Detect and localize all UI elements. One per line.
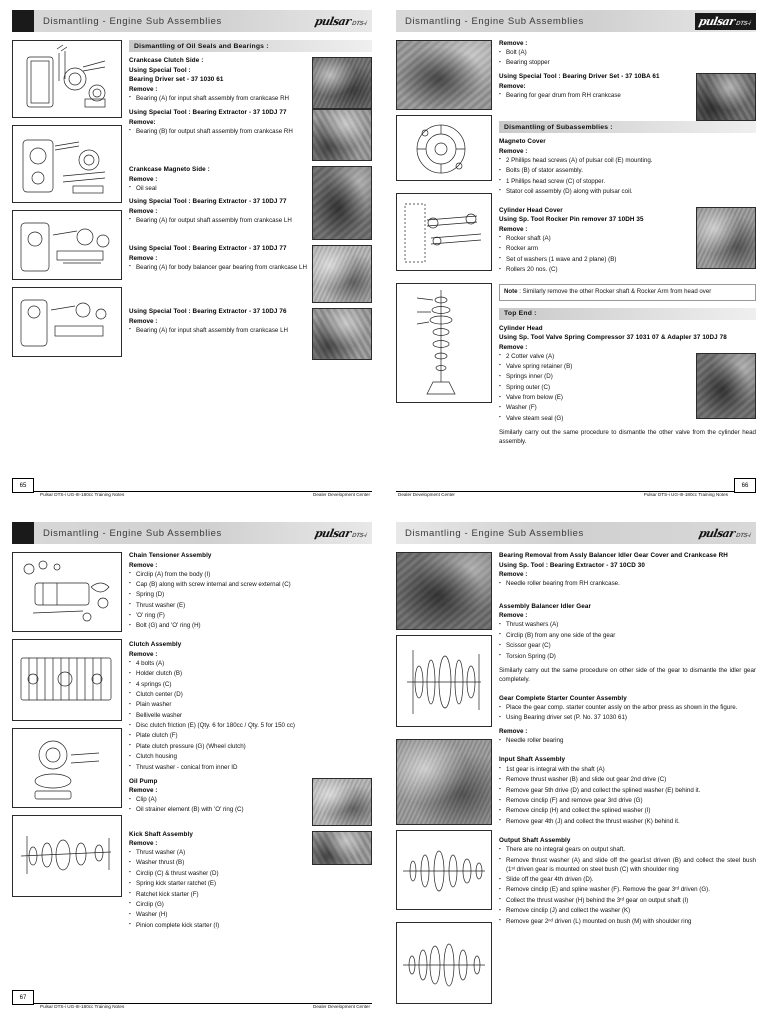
list-item: ▪ Bearing (A) for input shaft assembly from crankcase LH xyxy=(129,327,307,336)
step-tool: Using Special Tool : xyxy=(129,66,191,74)
list-item: ▪ Circlip (B) from any one side of the gear xyxy=(499,632,756,641)
remove-list xyxy=(129,185,307,194)
header-title: Dismantling - Engine Sub Assemblies xyxy=(43,527,222,539)
text-column xyxy=(129,40,372,364)
remove-label: Remove : xyxy=(129,207,158,215)
head-cover-tool: Using Sp. Tool Rocker Pin remover 37 10DH 35 xyxy=(499,216,644,224)
remove-label: Remove : xyxy=(129,175,158,183)
list-item: ▪ Clip (A) xyxy=(129,796,307,805)
top-end-paragraph: Similarly carry out the same procedure to dismantle the other valve from the cylinder head assembly. xyxy=(499,428,756,445)
remove-list xyxy=(129,327,307,336)
starter-counter-title: Gear Complete Starter Counter Assembly xyxy=(499,694,627,702)
footer-right-text: Pulsar DTS-i UG-III-180cc Training Notes xyxy=(643,492,728,497)
step-photo xyxy=(696,73,756,121)
list-item: ▪ Plate clutch (F) xyxy=(129,732,372,741)
diagram-column xyxy=(396,552,492,1011)
step-tool: Using Special Tool : Bearing Driver Set - 37 10BA 61 xyxy=(499,73,660,81)
list-item: ▪ Bearing (B) for output shaft assembly from crankcase RH xyxy=(129,128,307,137)
list-item: ▪ Using Bearing driver set (P. No. 37 1030 61) xyxy=(499,714,756,723)
step-title: Crankcase Magneto Side : xyxy=(129,166,210,173)
remove-label: Remove : xyxy=(499,343,528,351)
magneto-title: Magneto Cover xyxy=(499,138,546,146)
section-bar: Dismantling of Subassemblies : xyxy=(499,121,756,133)
remove-label: Remove : xyxy=(129,650,158,658)
list-item: ▪ Bearing (A) for input shaft assembly from crankcase RH xyxy=(129,95,307,104)
list-item: ▪ Bolt (A) xyxy=(499,49,756,58)
list-item: ▪ Spring (D) xyxy=(129,591,372,600)
text-column xyxy=(499,40,756,452)
list-item: ▪ Remove thrust washer (B) and slide out gear 2nd drive (C) xyxy=(499,776,756,785)
note-text: : Similarly remove the other Rocker shaft & Rocker Arm from head over xyxy=(519,288,712,296)
list-item: ▪ Bolts (B) of stator assembly. xyxy=(499,167,756,176)
oil-pump-photo xyxy=(312,778,372,826)
kick-shaft-diagram xyxy=(12,815,122,897)
list-item: ▪ Circlip (C) & thrust washer (D) xyxy=(129,870,307,879)
list-item: ▪ There are no integral gears on output shaft. xyxy=(499,846,756,855)
list-item: ▪ Rollers 20 nos. (C) xyxy=(499,266,691,275)
list-item: ▪ 2 Phillips head screws (A) of pulsar coil (E) mounting. xyxy=(499,157,756,166)
head-cover-block xyxy=(499,207,756,280)
chain-tensioner-list xyxy=(129,571,372,632)
page-67 xyxy=(0,512,384,1024)
list-item: ▪ Scissor gear (C) xyxy=(499,642,756,651)
remove-list xyxy=(129,264,307,273)
list-item: ▪ Remove cinclip (F) and remove gear 3rd drive (G) xyxy=(499,797,756,806)
page-number: 65 xyxy=(12,478,34,493)
pulsar-logo xyxy=(699,527,756,540)
clutch-list xyxy=(129,660,372,773)
list-item: ▪ Rocker shaft (A) xyxy=(499,235,691,244)
crankcase-diagram-4 xyxy=(12,287,122,357)
magneto-remove-list xyxy=(499,157,756,197)
page-header xyxy=(12,10,372,32)
magneto-cover-diagram xyxy=(396,115,492,181)
list-item: ▪ Thrust washer - conical from inner ID xyxy=(129,764,372,773)
kick-shaft-block xyxy=(129,831,372,936)
remove-label: Remove : xyxy=(499,147,528,155)
clutch-title: Clutch Assembly xyxy=(129,641,182,649)
remove-list xyxy=(129,95,307,104)
list-item: ▪ Thrust washers (A) xyxy=(499,621,756,630)
list-item: ▪ Clutch housing xyxy=(129,753,372,762)
step-block-3 xyxy=(129,166,372,240)
step-photo xyxy=(312,166,372,240)
list-item: ▪ Remove gear 2ⁿᵈ driven (L) mounted on bush (M) with shoulder ring xyxy=(499,918,756,927)
page-footer xyxy=(12,482,372,498)
list-item: ▪ Slide off the gear 4th driven (D). xyxy=(499,876,756,885)
bearing-removal-list xyxy=(499,580,756,589)
oil-pump-diagram xyxy=(12,728,122,808)
page-header xyxy=(396,10,756,32)
list-item: ▪ Valve from below (E) xyxy=(499,394,691,403)
list-item: ▪ Cap (B) along with screw internal and screw external (C) xyxy=(129,581,372,590)
logo-subtext: DTS-i xyxy=(735,532,751,539)
page-body xyxy=(396,40,756,452)
list-item: ▪ Bolt (G) and 'O' ring (H) xyxy=(129,622,372,631)
logo-wordmark: pulsar xyxy=(698,14,737,28)
remove-label: Remove: xyxy=(499,82,526,90)
list-item: ▪ 'O' ring (F) xyxy=(129,612,372,621)
step-tool: Using Special Tool : Bearing Extractor - 37 10DJ 77 xyxy=(129,245,287,252)
section-bar: Dismantling of Oil Seals and Bearings : xyxy=(129,40,372,52)
page-header xyxy=(12,522,372,544)
valve-photo xyxy=(696,353,756,419)
footer-left-text: Pulsar DTS-i UG-III-180cc Training Notes xyxy=(40,492,125,497)
list-item: ▪ Plate clutch pressure (G) (Wheel clutch) xyxy=(129,743,372,752)
kick-shaft-list xyxy=(129,849,307,931)
list-item: ▪ Remove gear 4th (J) and collect the thrust washer (K) behind it. xyxy=(499,818,756,827)
clutch-assembly-diagram xyxy=(12,639,122,721)
remove-label: Remove : xyxy=(499,612,528,620)
list-item: ▪ Disc clutch friction (E) (Qty. 6 for 180cc / Qty. 5 for 150 cc) xyxy=(129,722,372,731)
list-item: ▪ Remove gear 5th drive (D) and collect the splined washer (E) behind it. xyxy=(499,787,756,796)
pulsar-logo xyxy=(315,527,372,540)
footer-right-text: Dealer Development Center xyxy=(313,1004,370,1009)
remove-list xyxy=(129,217,307,226)
remove-label: Remove : xyxy=(129,254,158,262)
remove-label: Remove : xyxy=(499,225,528,233)
logo-subtext: DTS-i xyxy=(735,20,751,27)
text-column xyxy=(499,552,756,1011)
output-shaft-title: Output Shaft Assembly xyxy=(499,836,571,844)
step-block-2 xyxy=(129,109,372,161)
step-photo xyxy=(312,57,372,109)
crankcase-photo xyxy=(396,40,492,110)
list-item: ▪ Holder clutch (B) xyxy=(129,670,372,679)
remove-list xyxy=(129,128,307,137)
oil-pump-list xyxy=(129,796,307,815)
remove-label: Remove: xyxy=(129,118,156,126)
crankcase-diagram-3 xyxy=(12,210,122,280)
logo-wordmark: pulsar xyxy=(314,14,353,28)
step-photo xyxy=(312,245,372,303)
remove-label: Remove : xyxy=(499,40,528,47)
list-item: ▪ Remove cinclip (H) and collect the splined washer (I) xyxy=(499,807,756,816)
list-item: ▪ Washer thrust (B) xyxy=(129,859,307,868)
page-number: 67 xyxy=(12,990,34,1005)
crankcase-diagram-2 xyxy=(12,125,122,203)
list-item: ▪ Clutch center (D) xyxy=(129,691,372,700)
input-shaft-diagram xyxy=(396,830,492,910)
step-block-1 xyxy=(129,57,372,109)
remove-label: Remove : xyxy=(499,571,528,578)
starter-counter-list xyxy=(499,704,756,723)
head-cover-title: Cylinder Head Cover xyxy=(499,206,563,214)
page-65 xyxy=(0,0,384,512)
oil-pump-block xyxy=(129,778,372,826)
logo-subtext: DTS-i xyxy=(351,532,367,539)
list-item: ▪ Washer (H) xyxy=(129,911,307,920)
balancer-idler-title: Assembly Balancer Idler Gear xyxy=(499,602,592,610)
header-title: Dismantling - Engine Sub Assemblies xyxy=(405,15,584,27)
remove-label: Remove : xyxy=(129,85,158,93)
list-item: ▪ Remove cinclip (J) and collect the washer (K) xyxy=(499,907,756,916)
list-item: ▪ Bearing stopper xyxy=(499,59,756,68)
output-shaft-list xyxy=(499,846,756,926)
oil-pump-title: Oil Pump xyxy=(129,777,158,785)
list-item: ▪ Plain washer xyxy=(129,701,372,710)
remove-label: Remove : xyxy=(129,561,158,569)
list-item: ▪ Place the gear comp. starter counter assly on the arbor press as shown in the figure. xyxy=(499,704,756,713)
rocker-photo xyxy=(696,207,756,269)
step-photo xyxy=(312,109,372,161)
logo-wordmark: pulsar xyxy=(314,526,353,540)
chain-tensioner-diagram xyxy=(12,552,122,632)
list-item: ▪ Needle roller bearing from RH crankcase. xyxy=(499,580,756,589)
remove-list xyxy=(499,92,691,101)
top-end-title: Cylinder Head xyxy=(499,324,543,332)
list-item: ▪ Thrust washer (E) xyxy=(129,602,372,611)
list-item: ▪ Oil strainer element (B) with 'O' ring (C) xyxy=(129,806,307,815)
list-item: ▪ Valve steam seal (G) xyxy=(499,415,691,424)
step-tool-number: Bearing Driver set - 37 1030 61 xyxy=(129,76,224,83)
output-shaft-diagram xyxy=(396,922,492,1004)
list-item: ▪ Circlip (A) from the body (I) xyxy=(129,571,372,580)
starter-counter-remove-list xyxy=(499,737,756,746)
header-block-icon xyxy=(12,522,34,544)
footer-left-text: Pulsar DTS-i UG-III-180cc Training Notes xyxy=(40,1004,125,1009)
list-item: ▪ 2 Cotter valve (A) xyxy=(499,353,691,362)
footer-left-text: Dealer Development Center xyxy=(398,492,455,497)
balancer-idler-gear-diagram xyxy=(396,635,492,727)
list-item: ▪ Rocker arm xyxy=(499,245,691,254)
top-end-tool: Using Sp. Tool Valve Spring Compressor 37 1031 07 & Adapler 37 10DJ 78 xyxy=(499,334,727,342)
pulsar-logo xyxy=(315,15,372,28)
list-item: ▪ Bellivelle washer xyxy=(129,712,372,721)
list-item: ▪ Pinion complete kick starter (I) xyxy=(129,922,307,931)
remove-list xyxy=(499,49,756,68)
remove-label: Remove : xyxy=(129,317,158,325)
list-item: ▪ Bearing (A) for body balancer gear bearing from crankcase LH xyxy=(129,264,307,273)
remove-label: Remove : xyxy=(499,728,528,736)
list-item: ▪ 1 Phillips head screw (C) of stopper. xyxy=(499,178,756,187)
crankcase-diagram-1 xyxy=(12,40,122,118)
list-item: ▪ Remove cinclip (E) and spline washer (F). Remove the gear 3ʳᵈ driven (G). xyxy=(499,886,756,895)
list-item: ▪ 4 bolts (A) xyxy=(129,660,372,669)
remove-list xyxy=(499,353,691,424)
remove-label: Remove : xyxy=(129,787,158,795)
page-body xyxy=(396,552,756,1011)
input-shaft-list xyxy=(499,766,756,827)
note-label: Note xyxy=(504,288,518,296)
step-title: Crankcase Clutch Side : xyxy=(129,57,204,64)
remove-list xyxy=(499,235,691,275)
list-item: ▪ Oil seal xyxy=(129,185,307,194)
list-item: ▪ Set of washers (1 wave and 2 plane) (B) xyxy=(499,256,691,265)
note-box xyxy=(499,284,756,301)
list-item: ▪ 1st gear is integral with the shaft (A) xyxy=(499,766,756,775)
list-item: ▪ Thrust washer (A) xyxy=(129,849,307,858)
step-block-4 xyxy=(129,245,372,303)
step-tool: Using Special Tool : Bearing Extractor - 37 10DJ 76 xyxy=(129,308,287,315)
step-block-5 xyxy=(129,308,372,360)
balancer-idler-paragraph: Similarly carry out the same procedure on other side of the gear to dismantle the idler gear completely. xyxy=(499,666,756,683)
pulsar-logo xyxy=(695,13,756,30)
rocker-assembly-diagram xyxy=(396,193,492,271)
diagram-column xyxy=(12,40,122,364)
top-end-block xyxy=(499,353,756,429)
list-item: ▪ Bearing (A) for output shaft assembly from crankcase LH xyxy=(129,217,307,226)
page-68 xyxy=(384,512,768,1024)
bearing-removal-title: Bearing Removal from Assly Balancer Idler Gear Cover and Crankcase RH xyxy=(499,552,728,559)
chain-tensioner-title: Chain Tensioner Assembly xyxy=(129,552,212,559)
kick-shaft-title: Kick Shaft Assembly xyxy=(129,830,193,838)
header-title: Dismantling - Engine Sub Assemblies xyxy=(405,527,584,539)
bearing-driver-block xyxy=(499,73,756,121)
text-column xyxy=(129,552,372,936)
page-footer xyxy=(12,994,372,1010)
page-header xyxy=(396,522,756,544)
header-block-icon xyxy=(12,10,34,32)
valve-assembly-diagram xyxy=(396,283,492,403)
step-tool: Using Special Tool : Bearing Extractor - 37 10DJ 77 xyxy=(129,198,287,206)
list-item: ▪ Springs inner (D) xyxy=(499,373,691,382)
logo-subtext: DTS-i xyxy=(351,20,367,27)
list-item: ▪ Bearing for gear drum from RH crankcase xyxy=(499,92,691,101)
top-end-bar: Top End : xyxy=(499,308,756,320)
footer-right-text: Dealer Development Center xyxy=(313,492,370,497)
page-number: 66 xyxy=(734,478,756,493)
diagram-column xyxy=(12,552,122,936)
kick-shaft-photo xyxy=(312,831,372,865)
list-item: ▪ Washer (F) xyxy=(499,404,691,413)
crankcase-bearing-photo xyxy=(396,552,492,630)
list-item: ▪ Spring kick starter ratchet (E) xyxy=(129,880,307,889)
step-tool: Using Special Tool : Bearing Extractor - 37 10DJ 77 xyxy=(129,109,287,116)
header-title: Dismantling - Engine Sub Assemblies xyxy=(43,15,222,27)
bearing-removal-tool: Using Sp. Tool : Bearing Extractor - 37 10CD 30 xyxy=(499,561,645,569)
list-item: ▪ Remove thrust washer (A) and slide off the gear1st driven (B) and collect the steel bush (1ˢᵗ driven gear is mounted on steel bush (C) with shoulder ring xyxy=(499,857,756,875)
list-item: ▪ 4 springs (C) xyxy=(129,681,372,690)
step-photo xyxy=(312,308,372,360)
list-item: ▪ Collect the thrust washer (H) behind the 3ʳᵈ gear on output shaft (I) xyxy=(499,897,756,906)
list-item: ▪ Ratchet kick starter (F) xyxy=(129,891,307,900)
list-item: ▪ Valve spring retainer (B) xyxy=(499,363,691,372)
list-item: ▪ Stator coil assembly (D) along with pulsar coil. xyxy=(499,188,756,197)
page-body xyxy=(12,40,372,364)
balancer-idler-list xyxy=(499,621,756,661)
list-item: ▪ Circlip (G) xyxy=(129,901,307,910)
list-item: ▪ Needle roller bearing xyxy=(499,737,756,746)
remove-label: Remove : xyxy=(129,840,158,848)
list-item: ▪ Spring outer (C) xyxy=(499,384,691,393)
input-shaft-title: Input Shaft Assembly xyxy=(499,756,566,764)
logo-wordmark: pulsar xyxy=(698,526,737,540)
page-body xyxy=(12,552,372,936)
arbor-press-photo xyxy=(396,739,492,825)
page-66 xyxy=(384,0,768,512)
diagram-column xyxy=(396,40,492,452)
list-item: ▪ Torsion Spring (D) xyxy=(499,653,756,662)
page-footer xyxy=(396,482,756,498)
